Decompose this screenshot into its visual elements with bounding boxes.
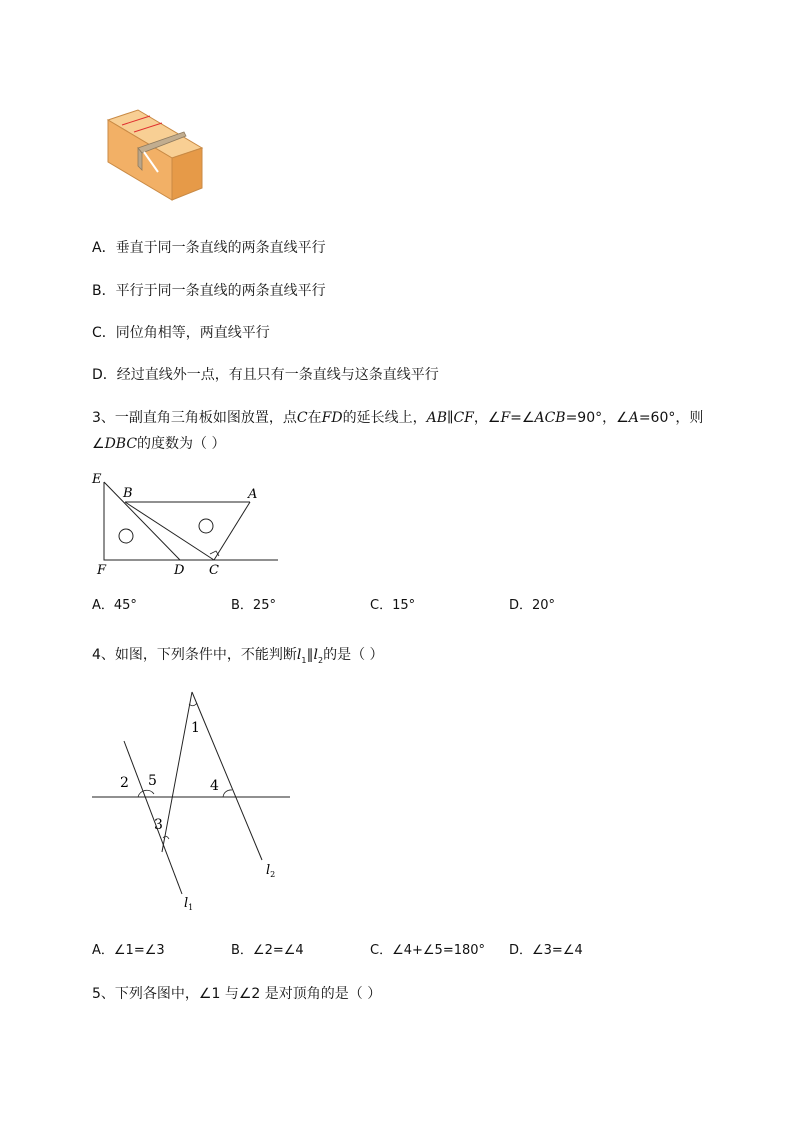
right-angle-mark-c [210, 551, 219, 556]
q3-triangles-figure [88, 468, 288, 580]
angle-label-1: 1 [191, 720, 200, 736]
wood-block-figure [100, 100, 210, 205]
label-e: E [92, 472, 102, 487]
label-b: B [123, 486, 133, 501]
label-c: C [209, 563, 219, 578]
angle-label-4: 4 [210, 778, 219, 794]
q2-option-c: C．同位角相等，两直线平行 [92, 325, 270, 341]
angle-arc-3 [163, 836, 169, 839]
q3-stem-line1: 3、一副直角三角板如图放置，点C在FD的延长线上，AB∥CF，∠F=∠ACB=90°，∠A=60°，则 [92, 410, 704, 426]
label-l1: $l_1$ [184, 896, 194, 912]
q2-option-b: B．平行于同一条直线的两条直线平行 [92, 283, 326, 299]
angle-label-2: 2 [120, 775, 129, 791]
q3-option-b: B．25° [231, 598, 276, 613]
q3-option-a: A．45° [92, 598, 137, 613]
q4-stem: 4、如图，下列条件中，不能判断$l_1\parallel l_2$的是（ ） [92, 647, 384, 665]
q4-option-d: D．∠3=∠4 [509, 943, 583, 958]
q2-option-d: D．经过直线外一点，有且只有一条直线与这条直线平行 [92, 367, 439, 383]
line-ac [214, 502, 250, 560]
q4-option-c: C．∠4+∠5=180° [370, 943, 486, 958]
q5-stem: 5、下列各图中，∠1 与∠2 是对顶角的是（ ） [92, 986, 382, 1002]
triangle-efd [104, 482, 180, 560]
line-l1 [124, 741, 182, 894]
label-l2: $l_2$ [266, 863, 276, 879]
q3-stem-line2: ∠DBC的度数为（ ） [92, 436, 226, 452]
transversal [162, 692, 192, 852]
q4-option-b: B．∠2=∠4 [231, 943, 304, 958]
hole-left [119, 529, 133, 543]
label-f: F [97, 563, 107, 578]
q4-option-a: A．∠1=∠3 [92, 943, 165, 958]
angle-arc-4 [223, 790, 232, 797]
angle-label-5: 5 [148, 773, 157, 789]
line-l2 [192, 692, 262, 860]
label-a: A [248, 487, 258, 502]
label-d: D [174, 563, 185, 578]
angle-label-3: 3 [154, 817, 163, 833]
q2-option-a: A．垂直于同一条直线的两条直线平行 [92, 240, 326, 256]
angle-arc-2-5 [138, 790, 154, 797]
q4-lines-figure [88, 686, 298, 914]
hole-right [199, 519, 213, 533]
q3-option-d: D．20° [509, 598, 556, 613]
q3-option-c: C．15° [370, 598, 416, 613]
